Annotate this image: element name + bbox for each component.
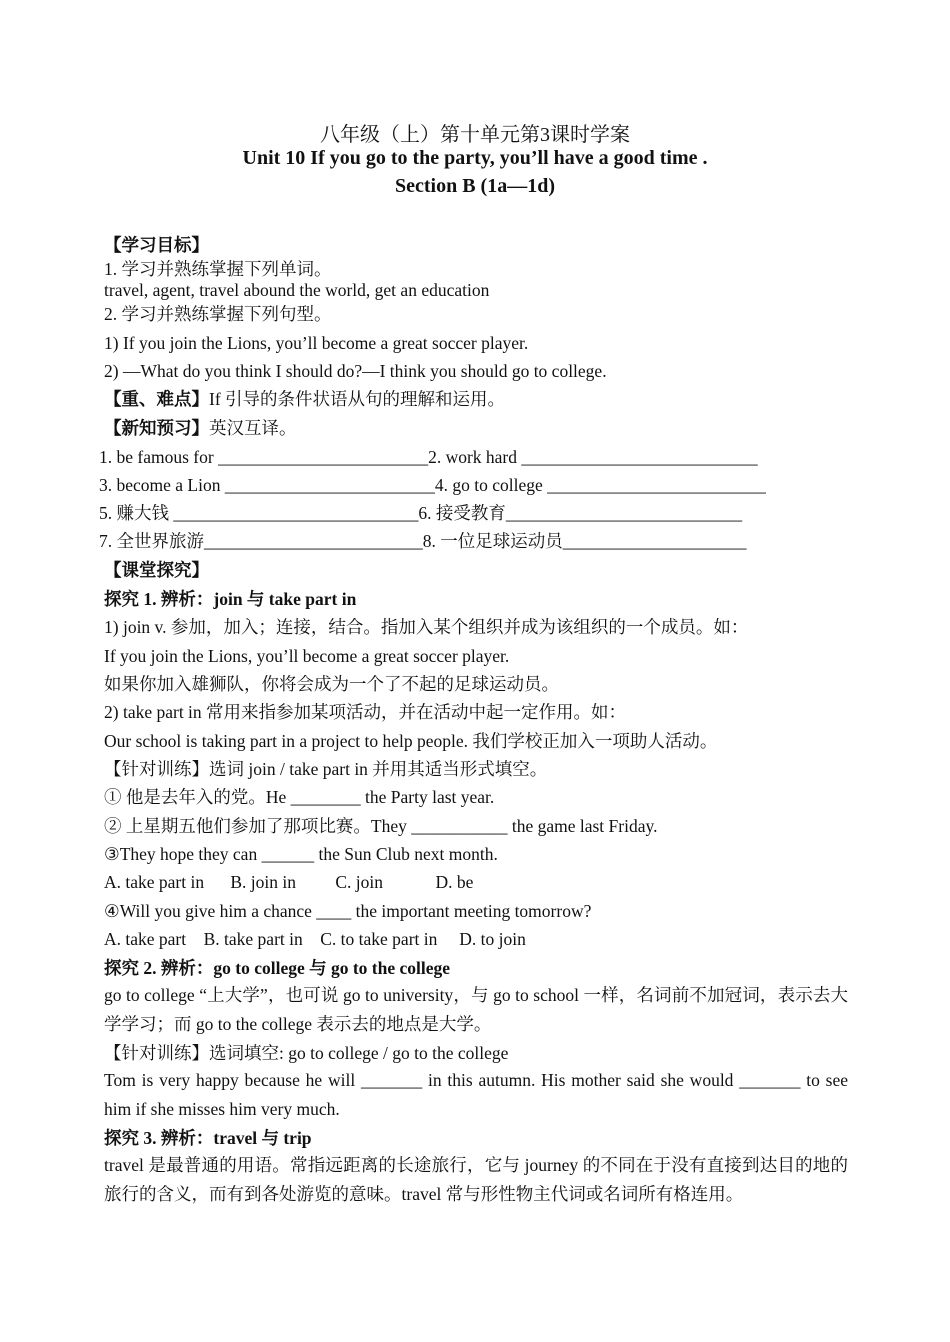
- objective-sentence-2: 2) —What do you think I should do?—I think you should go to college.: [104, 361, 607, 381]
- objective-words: travel, agent, travel abound the world, get an education: [104, 280, 490, 300]
- preview-row: [99, 474, 766, 496]
- preview-item-3: 3. become a Lion ________________________: [99, 475, 435, 495]
- preview-row: [99, 446, 758, 468]
- preview: [104, 417, 297, 439]
- preview-text: 英汉互译。: [209, 418, 297, 438]
- key-points: [104, 388, 505, 410]
- explore-2-exercise: Tom is very happy because he will _______ in this autumn. His mother said she would _______ to see him if she misses him very much.: [104, 1070, 848, 1119]
- explore-2-label: 探究 2. 辨析：: [104, 958, 214, 978]
- explore-2-p1: go to college “上大学”，也可说 go to university，与 go to school 一样，名词前不加冠词，表示去大学学习；而 go to the college 表示去的地点是大学。: [104, 985, 848, 1034]
- objective-1: 1. 学习并熟练掌握下列单词。: [104, 259, 332, 279]
- preview-item-5: 5. 赚大钱 ____________________________: [99, 503, 419, 523]
- explore-3-topic: travel 与 trip: [213, 1128, 312, 1148]
- preview-item-1: 1. be famous for ________________________: [99, 447, 429, 467]
- explore-1-p4: 2) take part in 常用来指参加某项活动，并在活动中起一定作用。如：: [104, 702, 627, 722]
- explore-1-heading: [104, 588, 356, 610]
- explore-1-p5: Our school is taking part in a project to help people. 我们学校正加入一项助人活动。: [104, 731, 718, 751]
- preview-item-6: 6. 接受教育___________________________: [418, 503, 743, 523]
- preview-row: [99, 530, 747, 552]
- key-points-heading: 【重、难点】: [104, 389, 209, 409]
- preview-item-7: 7. 全世界旅游_________________________: [99, 531, 423, 551]
- question-1: ① 他是去年入的党。He ________ the Party last year.: [104, 787, 495, 807]
- preview-heading: 【新知预习】: [104, 418, 209, 438]
- explore-3-heading: [104, 1127, 312, 1149]
- explore-2-practice: 【针对训练】选词填空: go to college / go to the college: [104, 1043, 509, 1063]
- question-4: ④Will you give him a chance ____ the important meeting tomorrow?: [104, 901, 592, 921]
- lesson-title: 八年级（上）第十单元第3课时学案: [320, 124, 630, 146]
- question-2: ② 上星期五他们参加了那项比赛。They ___________ the game last Friday.: [104, 816, 658, 836]
- key-points-text: If 引导的条件状语从句的理解和运用。: [209, 389, 506, 409]
- explore-1-label: 探究 1. 辨析：: [104, 589, 214, 609]
- explore-2-topic: go to college 与 go to the college: [213, 958, 451, 978]
- objective-2: 2. 学习并熟练掌握下列句型。: [104, 304, 332, 324]
- preview-item-2: 2. work hard ___________________________: [428, 447, 758, 467]
- section-title: Section B (1a—1d): [395, 175, 555, 197]
- preview-item-4: 4. go to college _________________________: [434, 475, 766, 495]
- unit-title: Unit 10 If you go to the party, you’ll have a good time .: [242, 147, 708, 169]
- explore-heading: 【课堂探究】: [104, 560, 209, 580]
- question-3: ③They hope they can ______ the Sun Club next month.: [104, 844, 498, 864]
- objectives-heading: 【学习目标】: [104, 235, 209, 255]
- explore-2-heading: [104, 957, 450, 979]
- question-4-options: A. take part B. take part in C. to take part in D. to join: [104, 929, 526, 949]
- preview-row: [99, 502, 742, 524]
- explore-1-topic: join 与 take part in: [213, 589, 357, 609]
- preview-item-8: 8. 一位足球运动员_____________________: [422, 531, 747, 551]
- explore-1-p1: 1) join v. 参加，加入；连接，结合。指加入某个组织并成为该组织的一个成员。如：: [104, 617, 749, 637]
- objective-sentence-1: 1) If you join the Lions, you’ll become a great soccer player.: [104, 333, 529, 353]
- explore-3-p1: travel 是最普通的用语。常指远距离的长途旅行，它与 journey 的不同在于没有直接到达目的地的旅行的含义，而有到各处游览的意味。travel 常与形性物主代词或名词所有格连用。: [104, 1155, 848, 1204]
- explore-1-p3: 如果你加入雄狮队，你将会成为一个了不起的足球运动员。: [104, 674, 559, 694]
- explore-3-label: 探究 3. 辨析：: [104, 1128, 214, 1148]
- explore-1-practice: 【针对训练】选词 join / take part in 并用其适当形式填空。: [104, 759, 548, 779]
- question-3-options: A. take part in B. join in C. join D. be: [104, 872, 474, 892]
- explore-1-p2: If you join the Lions, you’ll become a great soccer player.: [104, 646, 510, 666]
